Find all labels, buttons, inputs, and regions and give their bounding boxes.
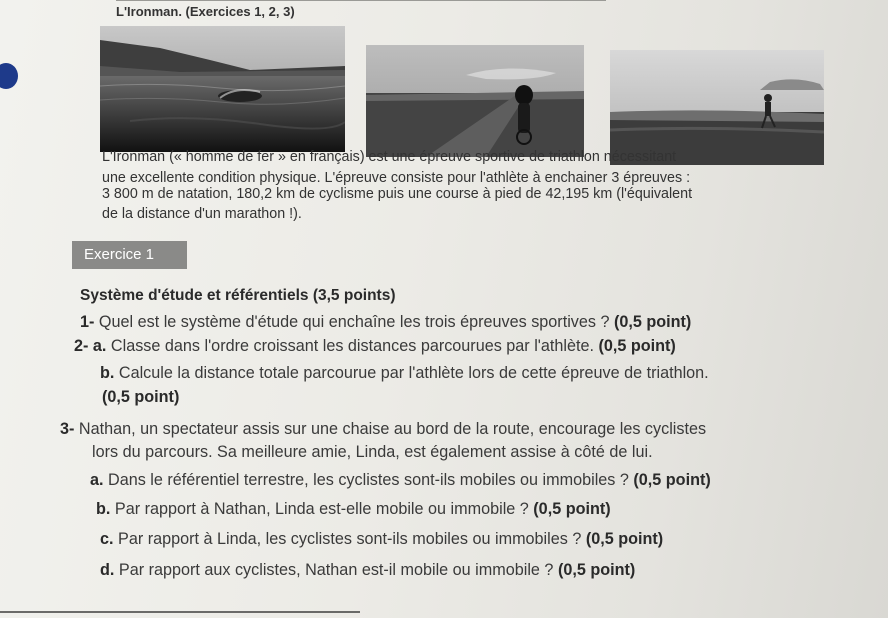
question-letter: b. <box>96 500 111 518</box>
points-badge: (0,5 point) <box>633 471 711 489</box>
intro-line-2: une excellente condition physique. L'épreuve consiste pour l'athlète à enchainer 3 épreuves : <box>102 170 691 186</box>
question-1 <box>80 314 691 330</box>
points-badge: (0,5 point) <box>585 530 664 548</box>
question-text: Classe dans l'ordre croissant les distances parcourues par l'athlète. <box>110 337 594 355</box>
question-letter: a. <box>90 471 104 489</box>
question-3-line-1 <box>60 421 706 437</box>
exercise-tab: Exercice 1 <box>72 241 187 269</box>
page-header: L'Ironman. (Exercices 1, 2, 3) <box>116 4 295 19</box>
header-rule <box>116 0 606 1</box>
question-3c <box>100 531 663 547</box>
question-letter: d. <box>100 561 115 579</box>
question-3b <box>96 501 611 517</box>
points-badge: (0,5 point) <box>533 500 611 518</box>
photo-runner <box>610 50 824 165</box>
question-2a <box>74 338 676 354</box>
question-text: Par rapport à Nathan, Linda est-elle mobile ou immobile ? <box>114 500 529 518</box>
question-3a <box>90 472 711 488</box>
question-text: Nathan, un spectateur assis sur une chaise au bord de la route, encourage les cyclistes <box>78 420 707 438</box>
question-text: Calcule la distance totale parcourue par l'athlète lors de cette épreuve de triathlon. <box>118 364 709 382</box>
question-text: Par rapport aux cyclistes, Nathan est-il mobile ou immobile ? <box>118 561 554 579</box>
question-number: 2- <box>74 337 89 355</box>
question-text: Quel est le système d'étude qui enchaîne les trois épreuves sportives ? <box>98 313 610 331</box>
question-text: Dans le référentiel terrestre, les cyclistes sont-ils mobiles ou immobiles ? <box>108 471 629 489</box>
points-badge: (0,5 point) <box>557 561 636 579</box>
section-title: Système d'étude et référentiels (3,5 points) <box>80 287 396 304</box>
page-fold-line <box>0 611 360 613</box>
intro-line-1: L'Ironman (« homme de fer » en français) est une épreuve sportive de triathlon nécessitant <box>102 149 677 165</box>
points-badge: (0,5 point) <box>598 337 676 355</box>
question-text: Par rapport à Linda, les cyclistes sont-ils mobiles ou immobiles ? <box>118 530 582 548</box>
intro-line-4: de la distance d'un marathon !). <box>102 206 302 222</box>
question-letter: a. <box>92 337 107 355</box>
question-number: 1- <box>80 313 95 331</box>
photo-cyclist <box>366 45 584 157</box>
intro-line-3: 3 800 m de natation, 180,2 km de cyclisme puis une course à pied de 42,195 km (l'équivalent <box>102 186 693 202</box>
points-badge: (0,5 point) <box>102 388 180 406</box>
photo-swimmer <box>100 26 345 152</box>
blue-dot-icon <box>0 63 18 89</box>
question-3d <box>100 562 635 578</box>
points-badge: (0,5 point) <box>613 313 692 331</box>
question-letter: c. <box>100 530 114 548</box>
question-number: 3- <box>60 420 75 438</box>
question-letter: b. <box>100 364 115 382</box>
question-2b <box>100 365 709 381</box>
question-3-line-2: lors du parcours. Sa meilleure amie, Linda, est également assise à côté de lui. <box>92 443 653 461</box>
